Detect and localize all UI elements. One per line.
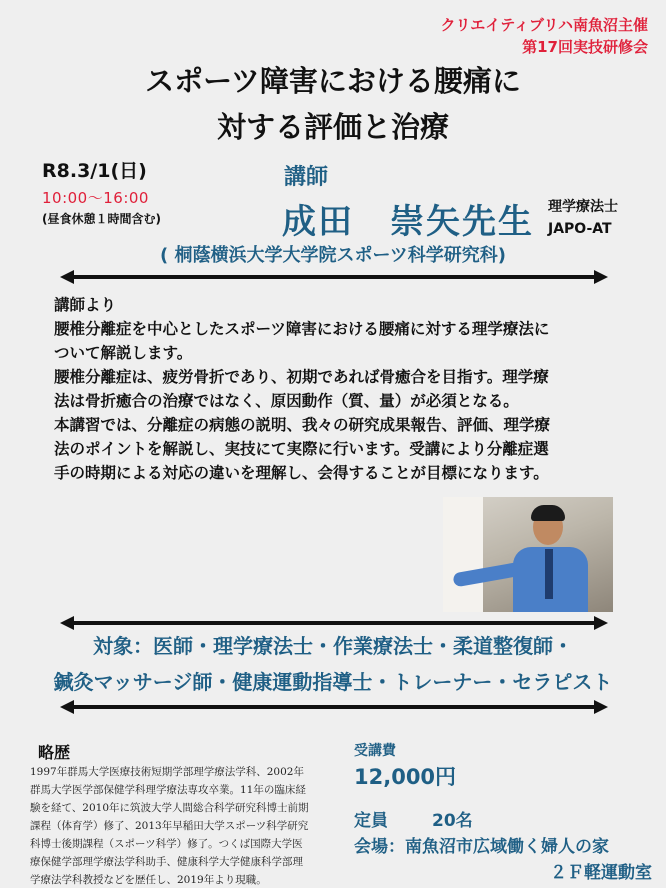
lecturer-credential-1: 理学療法士 — [548, 199, 618, 215]
seminar-time: 10:00～16:00 — [42, 189, 149, 207]
message-line: 法のポイントを解説し、実技にて実際に行います。受講により分離症選 — [54, 440, 549, 458]
target-line-2: 鍼灸マッサージ師・健康運動指導士・トレーナー・セラピスト — [53, 670, 613, 694]
title-line-2: 対する評価と治療 — [216, 110, 449, 144]
fee-label: 受講費 — [354, 743, 396, 759]
divider-bottom — [60, 700, 608, 714]
message-heading: 講師より — [54, 296, 117, 314]
seminar-date: R8.3/1(日) — [42, 160, 147, 182]
message-line: 腰椎分離症は、疲労骨折であり、初期であれば骨癒合を目指す。理学療 — [54, 368, 549, 386]
message-line: 腰椎分離症を中心としたスポーツ障害における腰痛に対する理学療法に — [54, 320, 550, 338]
capacity-value: 20名 — [432, 811, 473, 831]
divider-line — [70, 705, 598, 709]
photo-tie — [545, 549, 553, 599]
lecturer-credentials — [548, 196, 618, 240]
message-line: 手の時期による対応の違いを理解し、会得することが目標になります。 — [54, 464, 549, 482]
venue-line-2: ２Ｆ軽運動室 — [550, 863, 652, 883]
lecturer-name: 成田 崇矢先生 — [282, 202, 534, 242]
photo-hair — [531, 505, 565, 521]
schedule — [42, 156, 161, 227]
bio-heading: 略歴 — [38, 743, 71, 762]
message-line: 本講習では、分離症の病態の説明、我々の研究成果報告、評価、理学療 — [54, 416, 551, 434]
bio-line: 群馬大学医学部保健学科理学療法専攻卒業。11年の臨床経 — [30, 784, 306, 796]
bio-line: 課程（体育学）修了、2013年早稲田大学スポーツ科学研究 — [30, 820, 309, 832]
lecturer-message — [54, 293, 634, 485]
lecturer-photo — [443, 497, 613, 612]
bio-line: 1997年群馬大学医療技術短期学部理学療法学科、2002年 — [30, 766, 304, 778]
message-line: 法は骨折癒合の治療ではなく、原因動作（質、量）が必須となる。 — [54, 392, 519, 410]
bio-line: 験を経て、2010年に筑波大学人間総合科学研究科博士前期 — [30, 802, 309, 814]
divider-line — [70, 275, 598, 279]
bio-text — [30, 763, 340, 888]
lecturer-credential-2: JAPO-AT — [548, 221, 612, 237]
divider-right-arrow — [594, 270, 608, 284]
divider-top — [60, 270, 608, 284]
lunch-note: (昼食休憩１時間含む) — [42, 212, 161, 226]
photo-background — [443, 497, 483, 612]
organizer — [441, 14, 648, 58]
divider-right-arrow — [594, 700, 608, 714]
title-line-1: スポーツ障害における腰痛に — [145, 64, 521, 98]
bio-line: 学療法学科教授などを歴任し、2019年より現職。 — [30, 874, 267, 886]
venue-line-1: 会場：南魚沼市広域働く婦人の家 — [354, 837, 609, 857]
organizer-line-1: クリエイティブリハ南魚沼主催 — [440, 16, 648, 34]
capacity-label: 定員 — [354, 811, 388, 831]
message-line: ついて解説します。 — [54, 344, 193, 362]
bio-line: 科博士後期課程（スポーツ科学）修了。つくば国際大学医 — [30, 838, 303, 850]
target-line-1: 対象：医師・理学療法士・作業療法士・柔道整復師・ — [93, 634, 573, 658]
organizer-line-2: 第17回実技研修会 — [522, 38, 648, 56]
fee-value: 12,000円 — [354, 765, 457, 789]
divider-line — [70, 621, 598, 625]
bio-line: 療保健学部理学療法学科助手、健康科学大学健康科学部理 — [30, 856, 303, 868]
lecturer-label: 講師 — [284, 165, 329, 190]
lecturer-affiliation: ( 桐蔭横浜大学大学院スポーツ科学研究科) — [160, 245, 506, 266]
target-audience — [0, 628, 666, 700]
seminar-title — [0, 58, 666, 150]
